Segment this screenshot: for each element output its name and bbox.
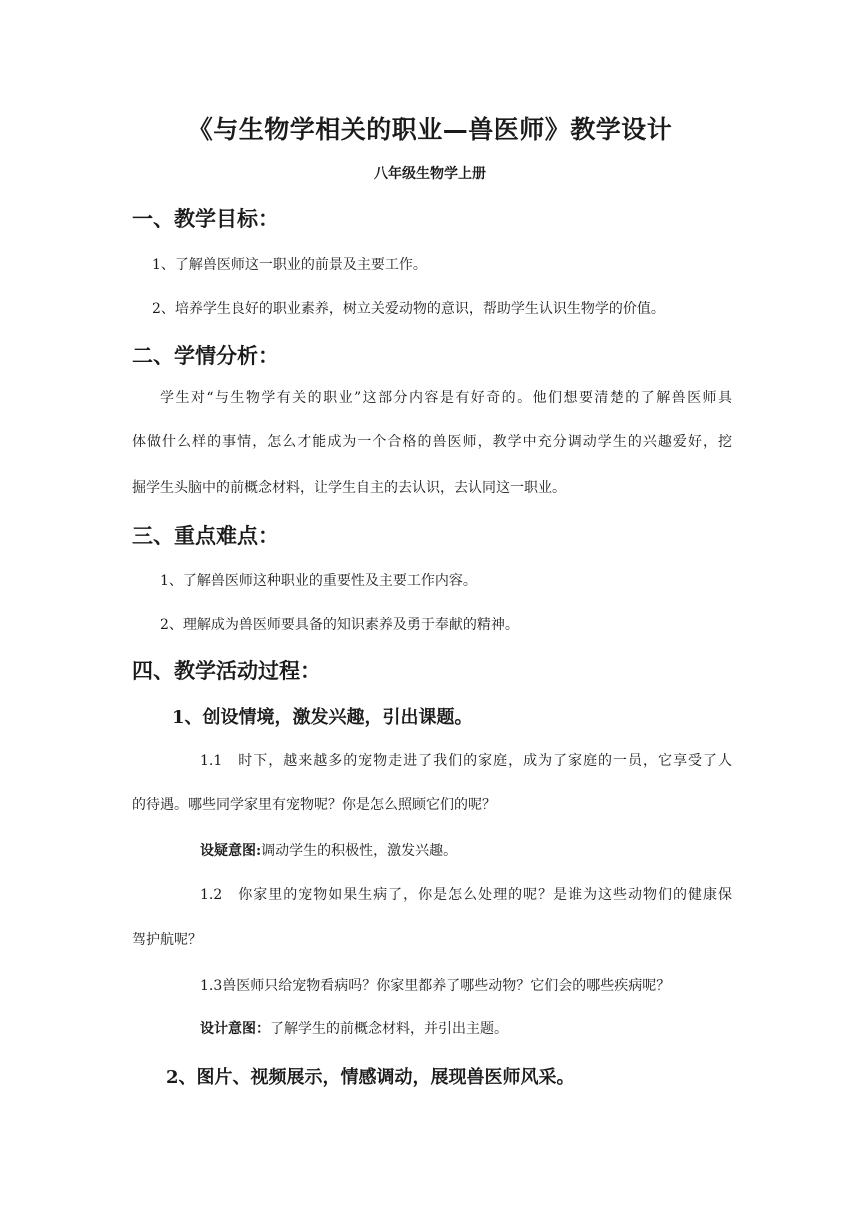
- section-heading-student-analysis: 二、学情分析：: [132, 343, 279, 368]
- section-heading-teaching-process: 四、教学活动过程：: [132, 658, 321, 683]
- key-point-item-1: 1、了解兽医师这种职业的重要性及主要工作内容。: [160, 573, 477, 589]
- objective-item-2: 2、培养学生良好的职业素养，树立关爱动物的意识，帮助学生认识生物学的价值。: [152, 301, 665, 317]
- paragraph-line: 掘学生头脑中的前概念材料，让学生自主的去认识，去认同这一职业。: [132, 480, 566, 496]
- objective-item-1: 1、了解兽医师这一职业的前景及主要工作。: [152, 257, 427, 273]
- paragraph-line: 1.1 时下，越来越多的宠物走进了我们的家庭，成为了家庭的一员，它享受了人: [200, 753, 732, 769]
- design-intent-text: 调动学生的积极性，激发兴趣。: [261, 843, 458, 859]
- section-heading-teaching-objectives: 一、教学目标：: [132, 206, 279, 231]
- subsection-heading-1: 1、创设情境，激发兴趣，引出课题。: [172, 707, 473, 728]
- document-subtitle: 八年级生物学上册: [374, 166, 486, 182]
- design-intent-2: [200, 1018, 508, 1038]
- document-title: 《与生物学相关的职业—兽医师》教学设计: [187, 115, 673, 144]
- design-intent-text: 了解学生的前概念材料，并引出主题。: [270, 1021, 508, 1037]
- design-intent-1: [200, 840, 457, 860]
- key-point-item-2: 2、理解成为兽医师要具备的知识素养及勇于奉献的精神。: [160, 617, 519, 633]
- paragraph-line: 体做什么样的事情，怎么才能成为一个合格的兽医师，教学中充分调动学生的兴趣爱好，挖: [132, 434, 732, 450]
- paragraph-line: 驾护航呢？: [132, 932, 202, 948]
- section-heading-key-difficulties: 三、重点难点：: [132, 523, 279, 548]
- process-paragraph-1-3: 1.3兽医师只给宠物看病吗？你家里都养了哪些动物？它们会的哪些疾病呢？: [200, 978, 671, 994]
- design-intent-label: 设计意图：: [200, 1021, 270, 1037]
- subsection-heading-2: 2、图片、视频展示，情感调动，展现兽医师风采。: [166, 1067, 575, 1088]
- design-intent-label: 设疑意图:: [200, 843, 262, 859]
- paragraph-line: 的待遇。哪些同学家里有宠物呢？你是怎么照顾它们的呢？: [132, 797, 496, 813]
- paragraph-line: 学生对“与生物学有关的职业”这部分内容是有好奇的。他们想要清楚的了解兽医师具: [160, 390, 732, 406]
- paragraph-line: 1.2 你家里的宠物如果生病了，你是怎么处理的呢？是谁为这些动物们的健康保: [200, 887, 732, 903]
